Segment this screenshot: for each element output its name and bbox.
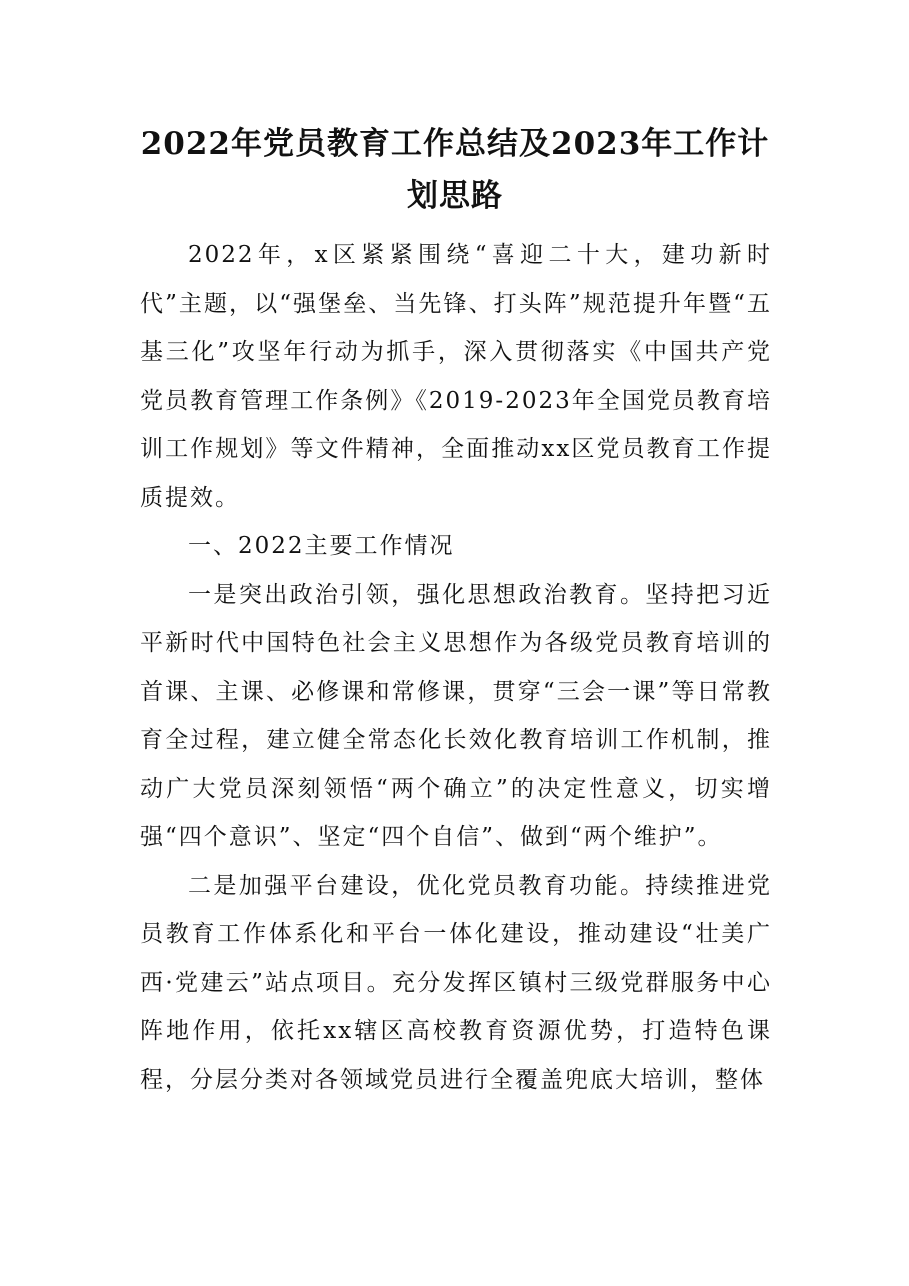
document-title: 2022年党员教育工作总结及2023年工作计划思路 <box>140 126 770 214</box>
paragraph-platform-building: 二是加强平台建设，优化党员教育功能。持续推进党员教育工作体系化和平台一体化建设，推动建设“壮美广西·党建云”站点项目。充分发挥区镇村三级党群服务中心阵地作用，依托xx辖区高校教育资源优势，打造特色课程，分层分类对各领域党员进行全覆盖兜底大培训，整体 <box>140 872 772 1093</box>
document-body <box>140 231 772 1104</box>
intro-paragraph: 2022年，x区紧紧围绕“喜迎二十大，建功新时代”主题，以“强堡垒、当先锋、打头阵”规范提升年暨“五基三化”攻坚年行动为抓手，深入贯彻落实《中国共产党党员教育管理工作条例》《2019-2023年全国党员教育培训工作规划》等文件精神，全面推动xx区党员教育工作提质提效。 <box>140 242 772 511</box>
paragraph-political-guidance: 一是突出政治引领，强化思想政治教育。坚持把习近平新时代中国特色社会主义思想作为各级党员教育培训的首课、主课、必修课和常修课，贯穿“三会一课”等日常教育全过程，建立健全常态化长效化教育培训工作机制，推动广大党员深刻领悟“两个确立”的决定性意义，切实增强“四个意识”、坚定“四个自信”、做到“两个维护”。 <box>140 581 772 850</box>
section-heading: 一、2022主要工作情况 <box>188 533 455 559</box>
